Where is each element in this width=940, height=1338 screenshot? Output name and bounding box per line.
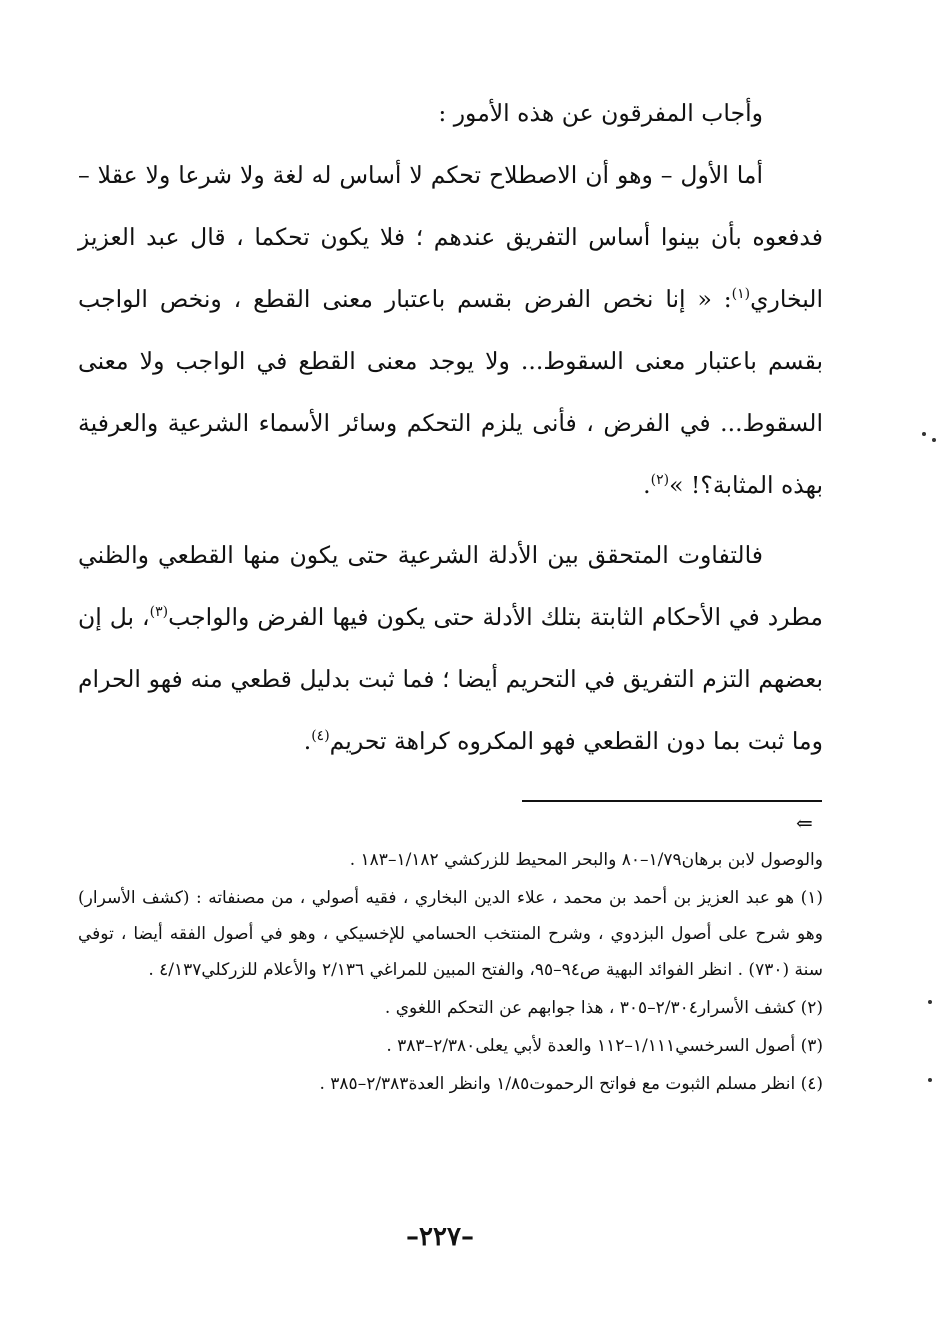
first-answer-text: أما الأول – وهو أن الاصطلاح تحكم لا أساس له لغة ولا شرعا ولا عقلا – فدفعوه بأن بينوا أساس التفريق عندهم ؛ فلا يكون تحكما ، قال عبد العزيز البخاري: [78, 161, 823, 313]
period: .: [643, 471, 651, 499]
footnote-separator: [522, 800, 822, 802]
period: .: [303, 727, 312, 755]
paragraph-disparity: [78, 524, 823, 772]
footnote-3: (٣) أصول السرخسي١/١١١–١١٢ والعدة لأبي يعلى٢/٣٨٠–٣٨٣ .: [386, 1036, 823, 1056]
footnote-4: (٤) انظر مسلم الثبوت مع فواتح الرحموت١/٨٥ وانظر العدة٢/٣٨٣–٣٨٥ .: [319, 1074, 823, 1094]
paragraph-intro: [78, 82, 823, 144]
scan-speck: [922, 432, 926, 436]
continuation-arrow-icon: ⇐: [796, 811, 813, 835]
scan-speck: [928, 1078, 932, 1082]
intro-text: وأجاب المفرقون عن هذه الأمور :: [438, 99, 763, 127]
scan-speck: [928, 1000, 932, 1004]
footnotes: [78, 842, 823, 1104]
disparity-text: فالتفاوت المتحقق بين الأدلة الشرعية حتى يكون منها القطعي والظني مطرد في الأحكام الثابتة بتلك الأدلة حتى يكون فيها الفرض والواجب: [78, 541, 823, 631]
footnote-ref-4[interactable]: (٤): [311, 728, 330, 745]
footnote-ref-1[interactable]: (١): [731, 286, 751, 303]
footnote-1: (١) هو عبد العزيز بن أحمد بن محمد ، علاء الدين البخاري ، فقيه أصولي ، من مصنفاته : (كشف الأسرار) وهو شرح على أصول البزدوي ، وشرح المنتخب الحسامي للإخسيكي ، وهو في أصول الفقه أيضا ، توفي سنة (٧٣٠) . انظر الفوائد البهية ص٩٤–٩٥، والفتح المبين للمراغي ٢/١٣٦ والأعلام للزركلي٤/١٣٧ .: [78, 888, 823, 980]
page-number: –٢٢٧–: [406, 1222, 474, 1252]
footnote-2: (٢) كشف الأسرار٢/٣٠٤–٣٠٥ ، هذا جوابهم عن التحكم اللغوي .: [384, 998, 823, 1018]
paragraph-first-answer: [78, 144, 823, 516]
prohibition-text: ، بل إن بعضهم التزم التفريق في التحريم أيضا ؛ فما ثبت بدليل قطعي منه فهو الحرام وما ثبت بما دون القطعي فهو المكروه كراهة تحريم: [78, 603, 823, 755]
footnote-ref-3[interactable]: (٣): [149, 604, 169, 621]
bukhari-quote: : « إنا نخص الفرض بقسم باعتبار معنى القطع ، ونخص الواجب بقسم باعتبار معنى السقوط... ولا يوجد معنى القطع في الواجب ولا معنى السقوط... في الفرض ، فأنى يلزم التحكم وسائر الأسماء الشرعية والعرفية بهذه المثابة؟! »: [78, 285, 823, 499]
footnote-ref-2[interactable]: (٢): [650, 472, 670, 489]
main-text: [78, 82, 823, 772]
footnote-continuation: والوصول لابن برهان١/٧٩–٨٠ والبحر المحيط للزركشي ١/١٨٢–١٨٣ .: [349, 850, 823, 870]
scan-speck: [932, 438, 936, 442]
